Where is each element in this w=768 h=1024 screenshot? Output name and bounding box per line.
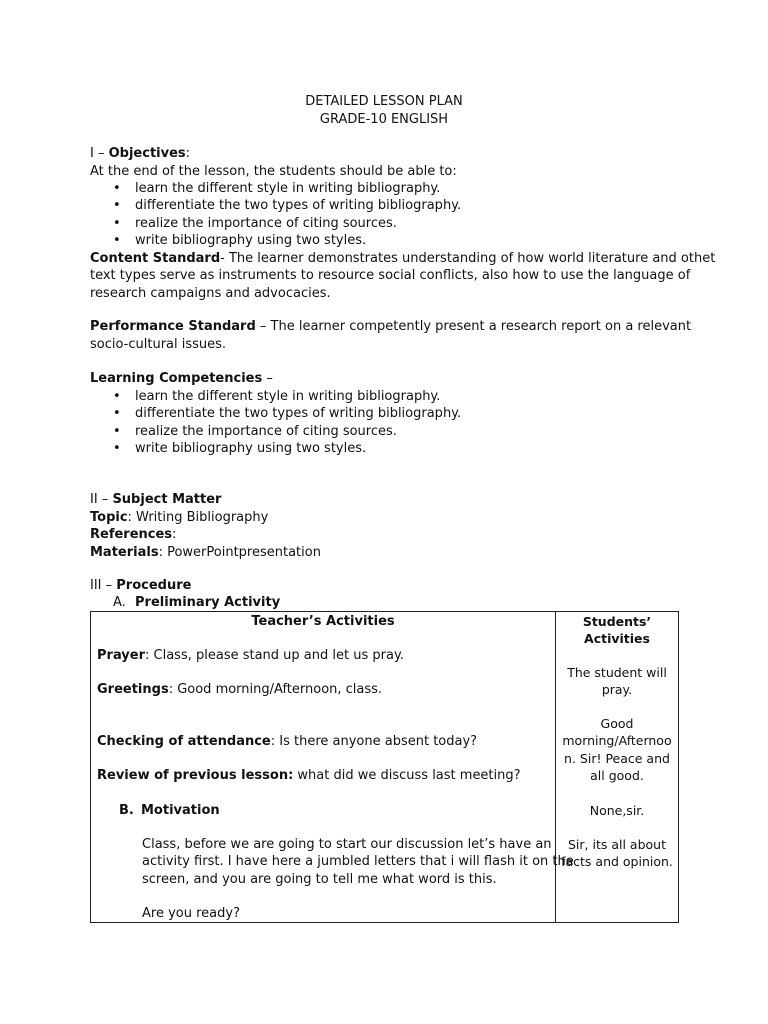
objectives-intro: At the end of the lesson, the students should be able to: bbox=[90, 164, 457, 179]
list-item-text: learn the different style in writing bibliography. bbox=[135, 389, 441, 404]
review-text: what did we discuss last meeting? bbox=[293, 768, 521, 783]
teacher-activities-cell bbox=[91, 612, 574, 923]
topic-label: Topic bbox=[90, 510, 128, 525]
bullet-icon: • bbox=[113, 406, 121, 421]
materials-line bbox=[90, 544, 321, 561]
motivation-text-line: activity first. I have here a jumbled letters that i will flash it on the bbox=[142, 854, 574, 869]
motivation-heading bbox=[119, 802, 220, 819]
list-item-text: realize the importance of citing sources. bbox=[135, 216, 397, 231]
procedure-heading bbox=[90, 577, 191, 594]
document-title: DETAILED LESSON PLAN bbox=[305, 94, 463, 109]
bullet-icon: • bbox=[113, 233, 121, 248]
objectives-heading bbox=[90, 145, 190, 162]
motivation-text-line: screen, and you are going to tell me what word is this. bbox=[142, 872, 497, 887]
prayer-text: : Class, please stand up and let us pray. bbox=[145, 648, 404, 663]
student-response-line: morning/Afternoo bbox=[562, 733, 672, 748]
review-label: Review of previous lesson: bbox=[97, 768, 294, 783]
section-title: Subject Matter bbox=[112, 492, 222, 507]
list-item-text: learn the different style in writing bibliography. bbox=[135, 181, 441, 196]
students-activities-header: Activities bbox=[584, 631, 650, 646]
student-response-line: None,sir. bbox=[589, 803, 645, 818]
list-item-text: differentiate the two types of writing bibliography. bbox=[135, 198, 462, 213]
motivation-text-line: Class, before we are going to start our discussion let’s have an bbox=[142, 837, 552, 852]
colon: : bbox=[185, 146, 191, 161]
prayer-label: Prayer bbox=[97, 648, 146, 663]
preliminary-activity-heading bbox=[113, 594, 281, 611]
performance-standard-text: – The learner competently present a research report on a relevant bbox=[255, 319, 692, 334]
materials-value: : PowerPointpresentation bbox=[158, 545, 321, 560]
teacher-activities-header: Teacher’s Activities bbox=[251, 614, 395, 629]
bullet-icon: • bbox=[113, 216, 121, 231]
bullet-icon: • bbox=[113, 198, 121, 213]
document-subtitle: GRADE-10 ENGLISH bbox=[319, 112, 449, 127]
student-response-line: Sir, its all about bbox=[568, 837, 666, 852]
bullet-icon: • bbox=[113, 441, 121, 456]
student-response-line: facts and opinion. bbox=[561, 854, 673, 869]
students-activities-header: Students’ bbox=[582, 614, 652, 629]
bullet-icon: • bbox=[113, 424, 121, 439]
performance-standard-line: socio-cultural issues. bbox=[90, 337, 227, 352]
ready-question: Are you ready? bbox=[142, 906, 240, 921]
subsection-letter: A. bbox=[113, 595, 126, 610]
list-item-text: differentiate the two types of writing bibliography. bbox=[135, 406, 462, 421]
performance-standard-label: Performance Standard bbox=[90, 319, 256, 334]
prayer-line bbox=[97, 647, 404, 664]
greetings-text: : Good morning/Afternoon, class. bbox=[168, 682, 383, 697]
motivation-label: Motivation bbox=[141, 803, 220, 818]
greetings-label: Greetings bbox=[97, 682, 169, 697]
dash: – bbox=[262, 371, 273, 386]
subsection-title: Preliminary Activity bbox=[135, 595, 281, 610]
student-response-line: n. Sir! Peace and bbox=[564, 751, 670, 766]
review-line bbox=[97, 767, 521, 784]
materials-label: Materials bbox=[90, 545, 159, 560]
attendance-label: Checking of attendance bbox=[97, 734, 271, 749]
student-response-line: Good bbox=[600, 716, 634, 731]
bullet-icon: • bbox=[113, 389, 121, 404]
references-line bbox=[90, 526, 176, 543]
references-label: References bbox=[90, 527, 173, 542]
procedure-table bbox=[90, 611, 679, 923]
student-response-line: The student will bbox=[567, 665, 667, 680]
subsection-letter: B. bbox=[119, 803, 134, 818]
content-standard-text: - The learner demonstrates understanding of how world literature and othet bbox=[220, 251, 716, 266]
list-item-text: realize the importance of citing sources. bbox=[135, 424, 397, 439]
subject-matter-heading bbox=[90, 491, 221, 508]
content-standard-label: Content Standard bbox=[90, 251, 221, 266]
references-value: : bbox=[172, 527, 177, 542]
students-activities-cell bbox=[556, 612, 679, 923]
content-standard-line: research campaigns and advocacies. bbox=[90, 286, 331, 301]
performance-standard bbox=[90, 318, 691, 335]
attendance-line bbox=[97, 733, 477, 750]
section-number: I – bbox=[90, 146, 109, 161]
bullet-icon: • bbox=[113, 181, 121, 196]
list-item-text: write bibliography using two styles. bbox=[135, 441, 367, 456]
learning-competencies-label: Learning Competencies bbox=[90, 371, 263, 386]
greetings-line bbox=[97, 681, 382, 698]
topic-line bbox=[90, 509, 268, 526]
list-item-text: write bibliography using two styles. bbox=[135, 233, 367, 248]
section-number: II – bbox=[90, 492, 113, 507]
section-number: III – bbox=[90, 578, 117, 593]
section-title: Procedure bbox=[116, 578, 192, 593]
learning-competencies-heading bbox=[90, 370, 273, 387]
content-standard-line: text types serve as instruments to resource social conflicts, also how to use the language of bbox=[90, 268, 691, 283]
content-standard bbox=[90, 250, 715, 267]
student-response-line: all good. bbox=[590, 768, 644, 783]
attendance-text: : Is there anyone absent today? bbox=[270, 734, 478, 749]
student-response-line: pray. bbox=[601, 682, 633, 697]
topic-value: : Writing Bibliography bbox=[127, 510, 269, 525]
section-title: Objectives bbox=[108, 146, 186, 161]
